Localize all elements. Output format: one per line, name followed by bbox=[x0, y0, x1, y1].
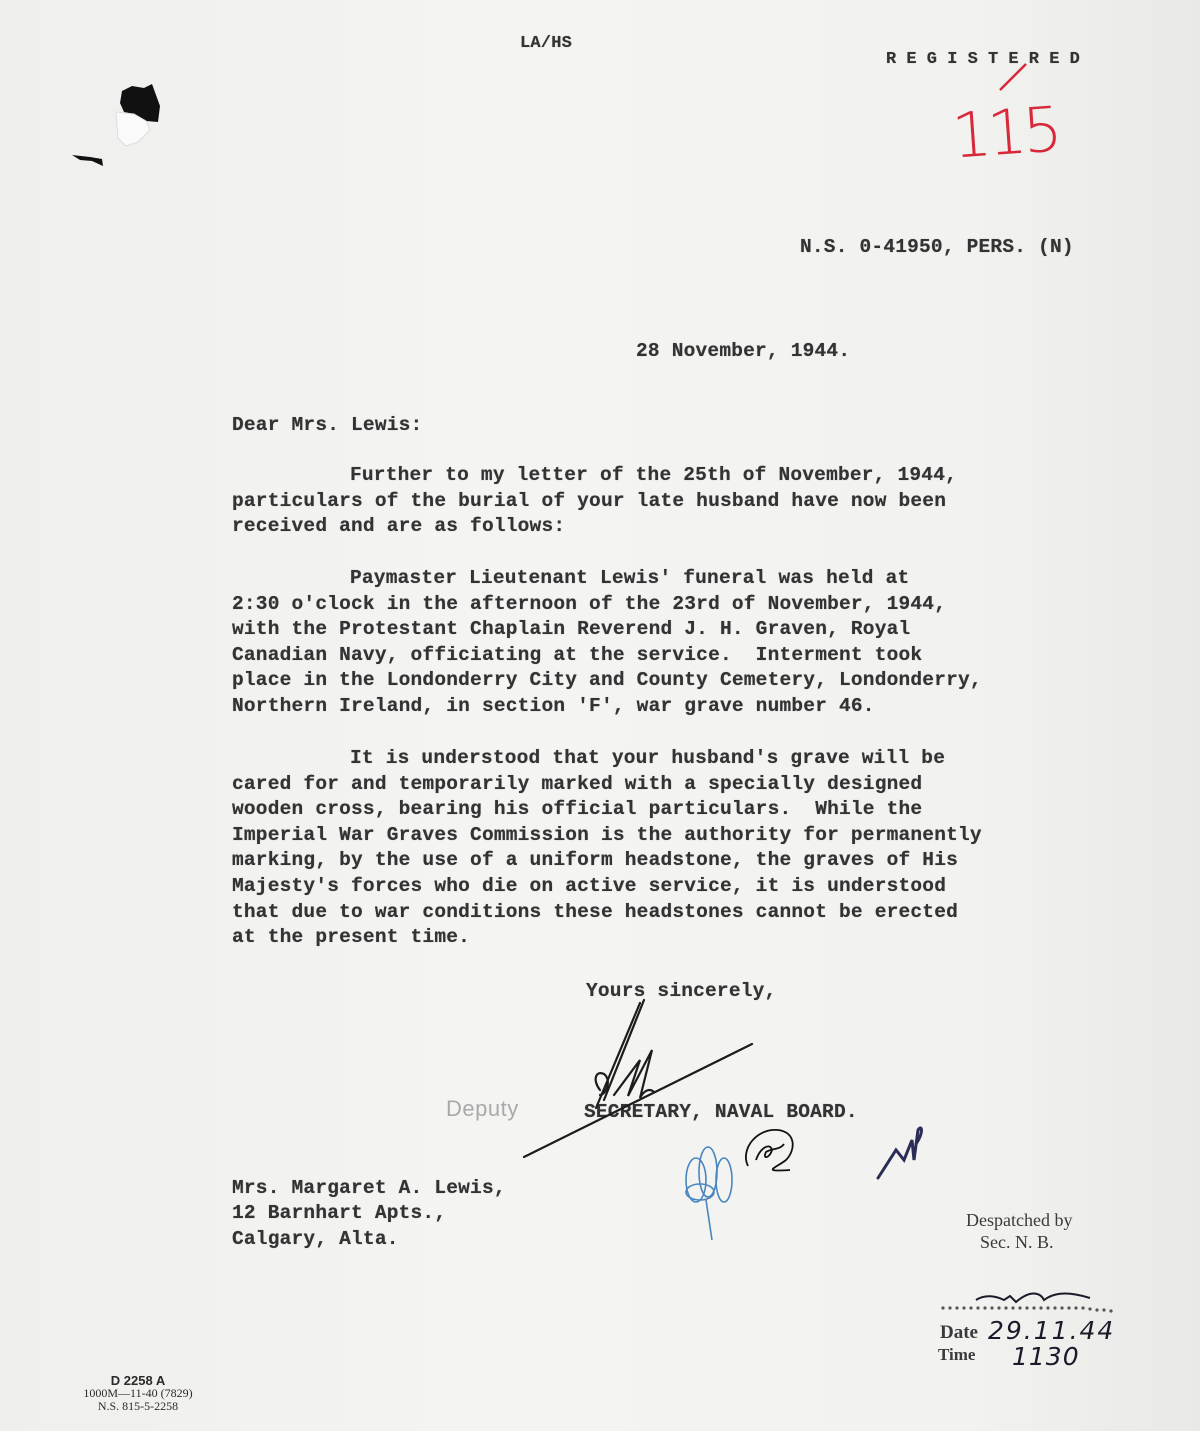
form-ns-number: N.S. 815-5-2258 bbox=[97, 1399, 179, 1413]
paragraph-line: received and are as follows: bbox=[232, 515, 566, 538]
paragraph-line: particulars of the burial of your late husband have now been bbox=[232, 489, 947, 512]
signature-scrawl bbox=[524, 1000, 752, 1157]
registered-label: REGISTERED bbox=[886, 50, 1091, 69]
letter-date: 28 November, 1944. bbox=[636, 340, 851, 362]
paragraph-line: cared for and temporarily marked with a specially designed bbox=[232, 772, 923, 795]
despatch-date-value: 29.11.44 bbox=[988, 1316, 1116, 1345]
recipient-line: Mrs. Margaret A. Lewis, bbox=[232, 1177, 506, 1199]
paragraph-line: wooden cross, bearing his official particulars. While the bbox=[232, 798, 923, 821]
paragraph-line: that due to war conditions these headstones cannot be erected bbox=[232, 900, 959, 923]
signatory-title: SECRETARY, NAVAL BOARD. bbox=[584, 1101, 858, 1123]
closing: Yours sincerely, bbox=[586, 980, 777, 1002]
form-print-run: 1000M—11-40 (7829) bbox=[83, 1386, 193, 1400]
despatch-time-value: 1130 bbox=[1012, 1342, 1080, 1371]
stamp-dotted-line bbox=[941, 1306, 1112, 1312]
recipient-line: Calgary, Alta. bbox=[232, 1228, 399, 1250]
torn-hole-large bbox=[120, 84, 160, 122]
paragraph-line: Northern Ireland, in section 'F', war grave number 46. bbox=[232, 694, 875, 717]
paragraph-3 bbox=[232, 746, 982, 951]
paragraph-line: 2:30 o'clock in the afternoon of the 23rd of November, 1944, bbox=[232, 592, 947, 615]
torn-hole-small bbox=[72, 155, 103, 166]
despatched-by-office: Sec. N. B. bbox=[980, 1232, 1054, 1252]
deputy-stamp: Deputy bbox=[446, 1096, 519, 1121]
paragraph-line: with the Protestant Chaplain Reverend J. H. Graven, Royal bbox=[232, 618, 911, 641]
blue-ink-initials bbox=[686, 1147, 732, 1240]
dark-ink-mark bbox=[878, 1128, 922, 1178]
torn-paper-flap bbox=[116, 112, 150, 146]
reference-initials: LA/HS bbox=[520, 34, 573, 53]
form-id: D 2258 A bbox=[110, 1373, 166, 1388]
clerk-initials-scrawl bbox=[976, 1294, 1090, 1303]
registry-number-handwritten: 115 bbox=[949, 92, 1061, 173]
paragraph-line: Majesty's forces who die on active service, it is understood bbox=[232, 874, 947, 897]
initials-circled bbox=[746, 1130, 793, 1171]
paragraph-line: Canadian Navy, officiating at the service. Interment took bbox=[232, 643, 923, 666]
recipient-line: 12 Barnhart Apts., bbox=[232, 1202, 447, 1224]
despatched-by-label: Despatched by bbox=[966, 1210, 1073, 1230]
paragraph-line: at the present time. bbox=[232, 926, 471, 949]
paragraph-line: place in the Londonderry City and County Cemetery, Londonderry, bbox=[232, 669, 982, 692]
paragraph-line: marking, by the use of a uniform headstone, the graves of His bbox=[232, 849, 959, 872]
paragraph-1 bbox=[232, 463, 957, 540]
paragraph-line: It is understood that your husband's grave will be bbox=[350, 747, 946, 769]
paragraph-2 bbox=[232, 566, 982, 720]
paragraph-line: Paymaster Lieutenant Lewis' funeral was held at bbox=[350, 567, 910, 589]
despatch-time-label: Time bbox=[938, 1345, 976, 1364]
file-number: N.S. 0-41950, PERS. (N) bbox=[800, 236, 1074, 258]
despatch-date-label: Date bbox=[940, 1322, 978, 1343]
paragraph-line: Imperial War Graves Commission is the authority for permanently bbox=[232, 823, 982, 846]
salutation: Dear Mrs. Lewis: bbox=[232, 414, 423, 436]
paragraph-line: Further to my letter of the 25th of November, 1944, bbox=[350, 464, 957, 486]
